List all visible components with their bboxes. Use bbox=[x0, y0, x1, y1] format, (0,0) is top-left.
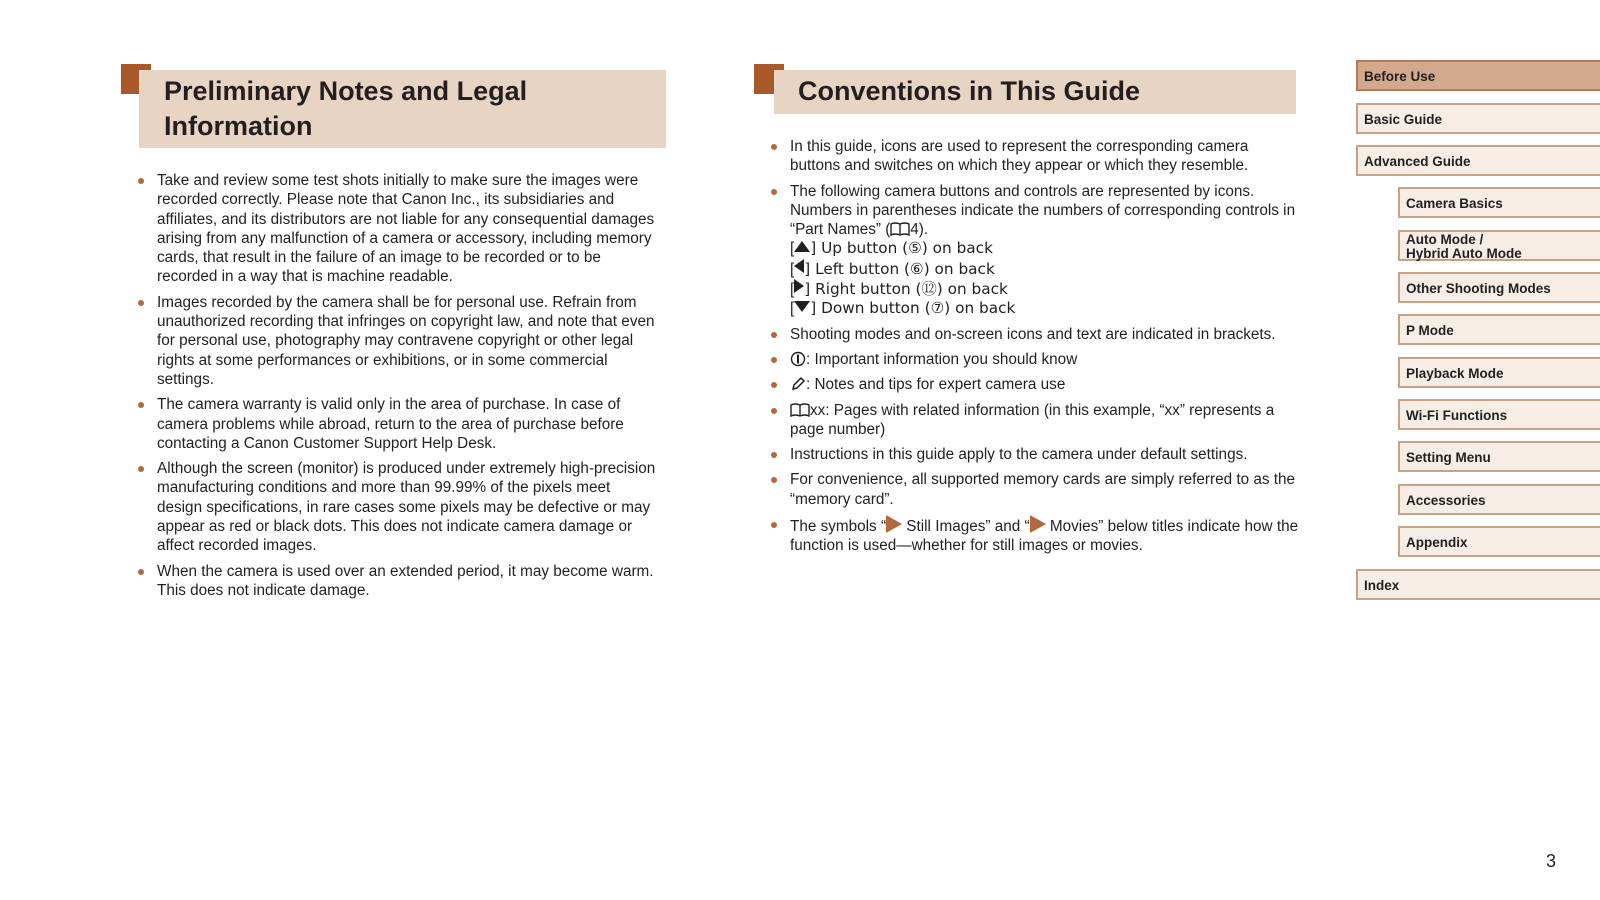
left-arrow-icon bbox=[794, 259, 804, 273]
nav-auto-mode[interactable]: Auto Mode / Hybrid Auto Mode bbox=[1398, 230, 1600, 261]
list-item: Instructions in this guide apply to the camera under default settings. bbox=[770, 445, 1300, 464]
right-arrow-icon bbox=[794, 279, 804, 293]
list-item: In this guide, icons are used to represent the corresponding camera buttons and switches on which they appear or which they resemble. bbox=[770, 137, 1300, 176]
nav-advanced-guide[interactable]: Advanced Guide bbox=[1356, 145, 1600, 176]
list-item: Images recorded by the camera shall be for personal use. Refrain from unauthorized recording that infringes on copyright law, and note that even for personal use, photography may contravene copyright or other legal rights at some performances or exhibitions, or in some commercial settings. bbox=[137, 293, 657, 389]
important-icon bbox=[790, 351, 806, 367]
list-item: xx: Pages with related information (in this example, “xx” represents a page number) bbox=[770, 401, 1300, 440]
down-arrow-icon bbox=[794, 301, 810, 312]
list-item: The symbols “ Still Images” and “ Movies” below titles indicate how the function is used—whether for still images or movies. bbox=[770, 515, 1300, 556]
down-button-line: [ ] Down button (⑦) on back bbox=[790, 299, 1016, 318]
list-item: Although the screen (monitor) is produced under extremely high-precision manufacturing conditions and more than 99.99% of the pixels meet design specifications, in rare cases some pixels may be defective or may appear as red or black dots. This does not indicate camera damage or affect recorded images. bbox=[137, 459, 657, 555]
list-item: The following camera buttons and controls are represented by icons. Numbers in parentheses indicate the numbers of corresponding controls in “Part Names” ( 4). [ ] Up button (⑤) on back [ ] Left button (⑥) on back [ ] Right button (⑫) on back [ ] Down button (⑦) on back bbox=[770, 182, 1300, 319]
book-icon bbox=[790, 402, 810, 418]
nav-p-mode[interactable]: P Mode bbox=[1398, 314, 1600, 345]
nav-other-shooting-modes[interactable]: Other Shooting Modes bbox=[1398, 272, 1600, 303]
list-item: : Notes and tips for expert camera use bbox=[770, 375, 1300, 394]
up-button-line: [ ] Up button (⑤) on back bbox=[790, 239, 993, 258]
still-images-icon bbox=[886, 515, 902, 533]
nav-before-use[interactable]: Before Use bbox=[1356, 60, 1600, 91]
conventions-section-title: Conventions in This Guide bbox=[774, 70, 1296, 114]
nav-index[interactable]: Index bbox=[1356, 569, 1600, 600]
list-item: : Important information you should know bbox=[770, 350, 1300, 369]
list-item: When the camera is used over an extended period, it may become warm. This does not indicate damage. bbox=[137, 562, 657, 601]
list-item: The camera warranty is valid only in the area of purchase. In case of camera problems while abroad, return to the area of purchase before contacting a Canon Customer Support Help Desk. bbox=[137, 395, 657, 453]
legal-section-title: Preliminary Notes and Legal Information bbox=[139, 70, 666, 148]
list-item: For convenience, all supported memory cards are simply referred to as the “memory card”. bbox=[770, 470, 1300, 509]
nav-playback-mode[interactable]: Playback Mode bbox=[1398, 357, 1600, 388]
up-arrow-icon bbox=[794, 241, 810, 252]
list-item: Take and review some test shots initially to make sure the images were recorded correctly. Please note that Canon Inc., its subsidiaries and affiliates, and its distributors are not liable for any consequential damages arising from any malfunction of a camera or accessory, including memory cards, that result in the failure of an image to be recorded or to be recorded in a way that is machine readable. bbox=[137, 171, 657, 287]
nav-appendix[interactable]: Appendix bbox=[1398, 526, 1600, 557]
book-icon bbox=[890, 221, 910, 237]
left-button-line: [ ] Left button (⑥) on back bbox=[790, 259, 995, 278]
nav-setting-menu[interactable]: Setting Menu bbox=[1398, 441, 1600, 472]
nav-accessories[interactable]: Accessories bbox=[1398, 484, 1600, 515]
nav-wifi-functions[interactable]: Wi-Fi Functions bbox=[1398, 399, 1600, 430]
conventions-list bbox=[770, 137, 1300, 562]
pencil-icon bbox=[790, 376, 806, 392]
list-item: Shooting modes and on-screen icons and text are indicated in brackets. bbox=[770, 325, 1300, 344]
movies-icon bbox=[1030, 515, 1046, 533]
page-number: 3 bbox=[1545, 851, 1556, 871]
legal-list bbox=[137, 171, 657, 606]
right-button-line: [ ] Right button (⑫) on back bbox=[790, 280, 1008, 299]
nav-basic-guide[interactable]: Basic Guide bbox=[1356, 103, 1600, 134]
nav-camera-basics[interactable]: Camera Basics bbox=[1398, 187, 1600, 218]
